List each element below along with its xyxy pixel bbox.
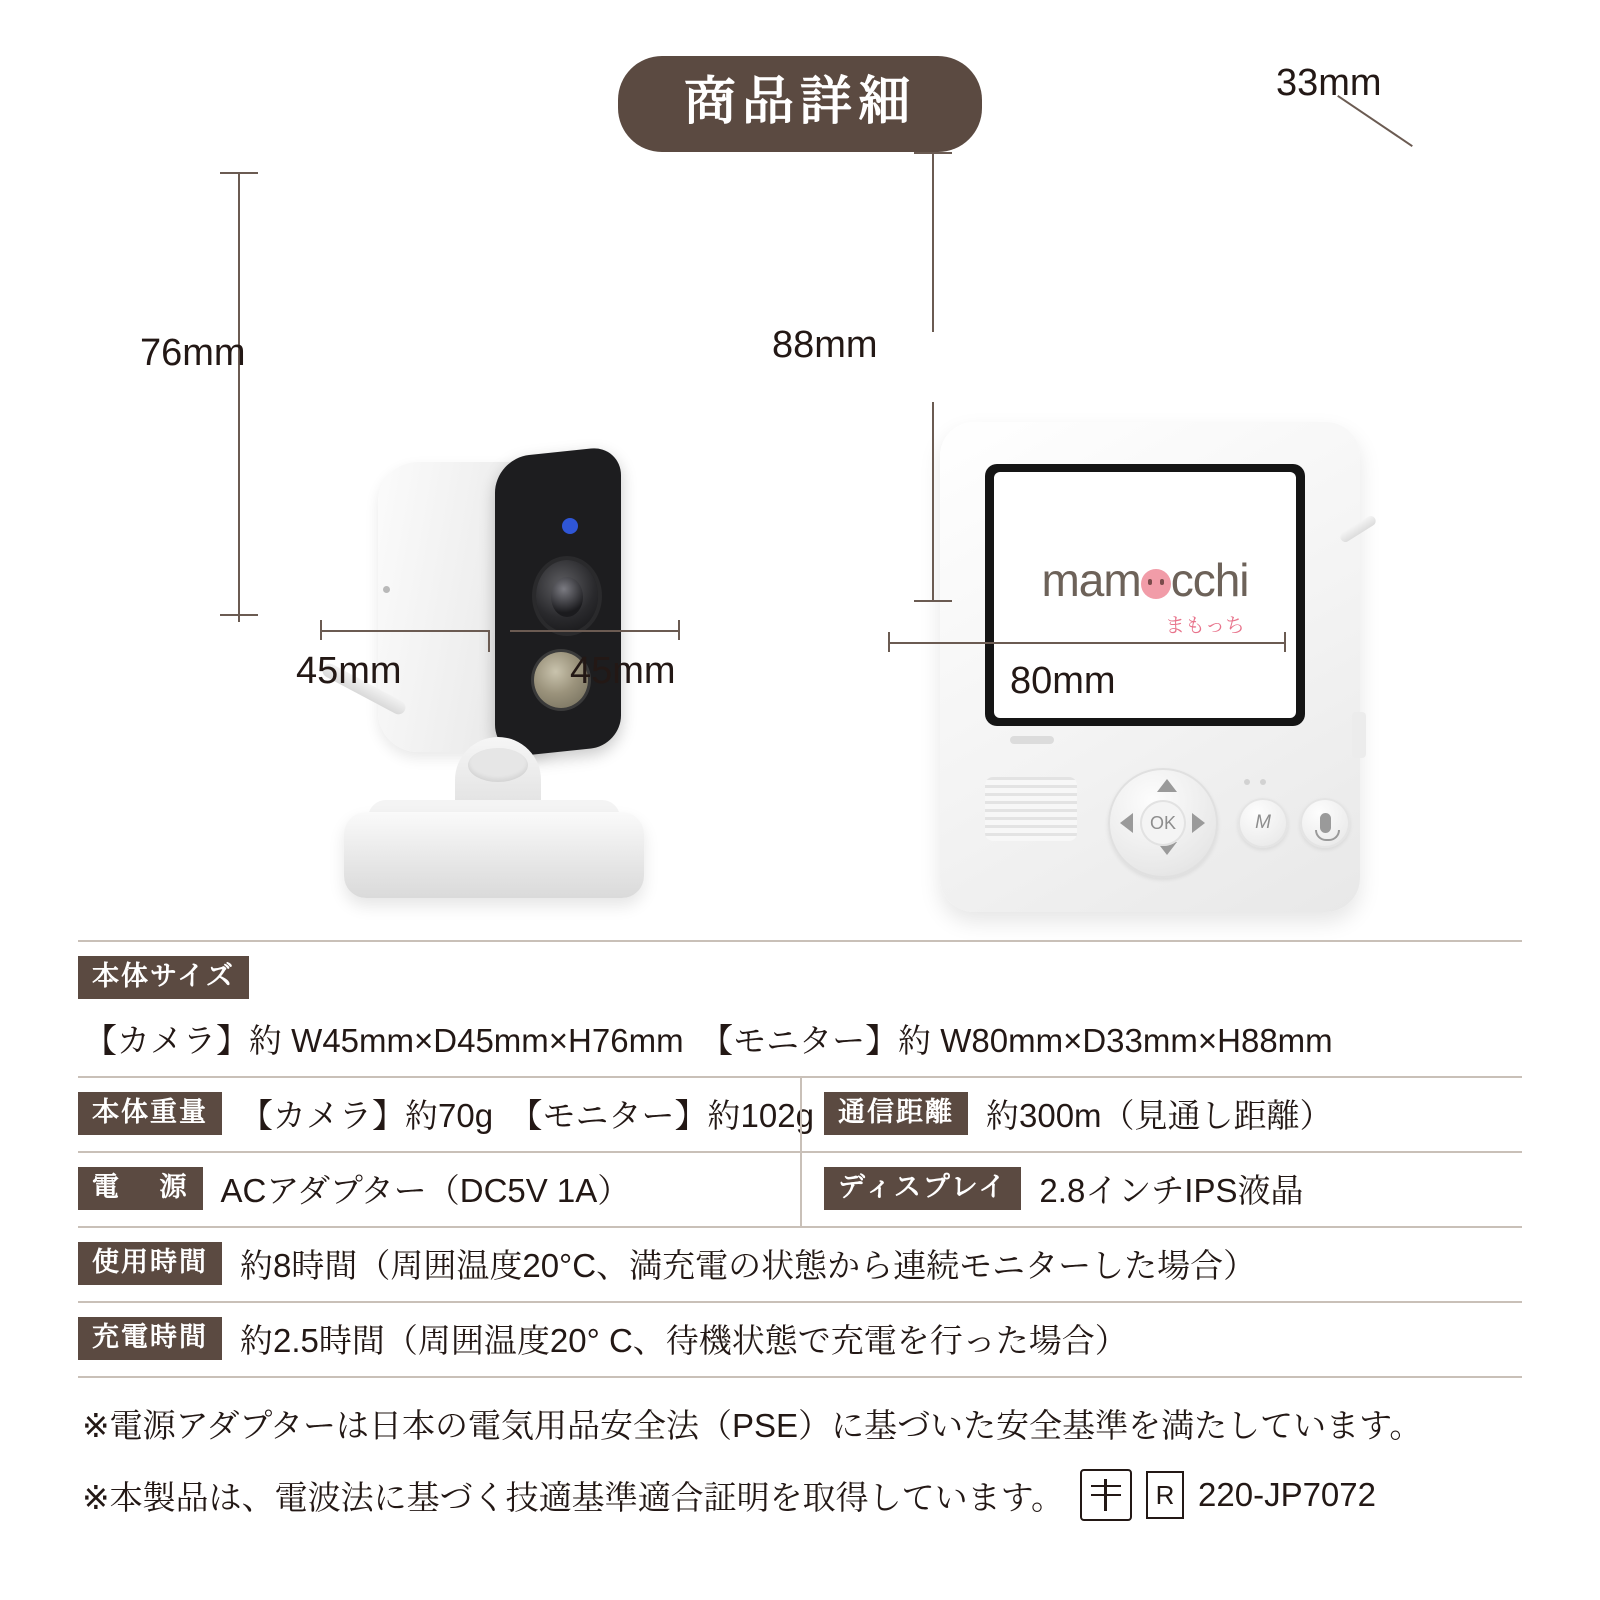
spec-table	[78, 940, 1522, 1527]
spec-label-power: 電 源	[78, 1167, 203, 1210]
giteki-mark-icon	[1080, 1469, 1132, 1521]
camera-width-tick-right	[488, 630, 490, 652]
monitor-width-tick-right	[1284, 632, 1286, 652]
spec-row-size	[78, 942, 1522, 1076]
brand-logo	[1041, 553, 1248, 607]
monitor-height-tick-bottom	[914, 600, 952, 602]
brand-logo-text-1: mam	[1041, 553, 1141, 606]
spec-label-display: ディスプレイ	[824, 1167, 1021, 1210]
spec-row-usetime	[78, 1228, 1522, 1301]
monitor-width-label: 80mm	[1010, 660, 1116, 702]
note-pse: ※電源アダプターは日本の電気用品安全法（PSE）に基づいた安全基準を満たしています。	[82, 1407, 1423, 1444]
spec-row-chargetime	[78, 1303, 1522, 1376]
mic-button[interactable]	[1300, 798, 1350, 848]
spec-row-power-display	[78, 1153, 1522, 1226]
camera-depth-label: 45mm	[570, 650, 676, 692]
menu-button[interactable]: M	[1238, 798, 1288, 848]
camera-height-tick-bottom	[220, 614, 258, 616]
spec-row-weight-range	[78, 1078, 1522, 1151]
monitor-light-sensor	[1010, 736, 1054, 744]
camera-side-dot	[383, 586, 390, 593]
certification-marks	[1080, 1469, 1376, 1521]
r-mark-icon: R	[1146, 1471, 1184, 1519]
spec-value-display: 2.8インチIPS液晶	[1039, 1172, 1304, 1209]
ok-button[interactable]: OK	[1140, 800, 1186, 846]
monitor-height-label: 88mm	[772, 324, 878, 366]
monitor-height-tick-top	[914, 152, 952, 154]
brand-logo-sub: まもっち	[1165, 614, 1245, 637]
camera-depth-tick-right	[678, 620, 680, 640]
spec-value-power: ACアダプター（DC5V 1A）	[220, 1172, 631, 1209]
dpad-up-icon[interactable]	[1157, 779, 1177, 792]
camera-status-led-icon	[562, 518, 578, 534]
camera-width-label: 45mm	[296, 650, 402, 692]
spec-label-weight: 本体重量	[78, 1092, 222, 1135]
camera-lens-inner	[551, 577, 583, 617]
spec-value-size: 【カメラ】約 W45mm×D45mm×H76mm 【モニター】約 W80mm×D33mm×H88mm	[84, 1022, 1333, 1059]
spec-divider	[78, 1376, 1522, 1378]
monitor-led-indicators	[1244, 772, 1286, 780]
spec-value-weight: 【カメラ】約70g 【モニター】約102g	[240, 1097, 814, 1134]
camera-base	[344, 812, 644, 898]
camera-neck-ring	[468, 748, 528, 782]
camera-height-label: 76mm	[140, 332, 246, 374]
monitor-speaker-grille	[985, 777, 1077, 841]
page-title: 商品詳細	[618, 56, 982, 152]
microphone-icon	[1320, 813, 1331, 833]
monitor-side-button[interactable]	[1352, 712, 1366, 758]
camera-width-guide	[320, 630, 490, 632]
monitor-width-tick-left	[888, 632, 890, 652]
certification-number: 220-JP7072	[1198, 1476, 1376, 1513]
notes-section	[78, 1384, 1522, 1527]
spec-label-size: 本体サイズ	[78, 956, 249, 999]
spec-label-chargetime: 充電時間	[78, 1317, 222, 1360]
monitor-depth-label: 33mm	[1276, 62, 1382, 104]
camera-height-tick-top	[220, 172, 258, 174]
spec-label-usetime: 使用時間	[78, 1242, 222, 1285]
dpad-left-icon[interactable]	[1120, 813, 1133, 833]
monitor-height-guide-upper	[932, 152, 934, 332]
spec-value-range: 約300m（見通し距離）	[986, 1097, 1333, 1134]
monitor-width-guide	[888, 642, 1286, 644]
spec-label-range: 通信距離	[824, 1092, 968, 1135]
monitor-height-guide-lower	[932, 402, 934, 602]
dpad-right-icon[interactable]	[1192, 813, 1205, 833]
note-giteki	[78, 1453, 1522, 1527]
camera-width-tick-left	[320, 620, 322, 640]
spec-value-usetime: 約8時間（周囲温度20°C、満充電の状態から連続モニターした場合）	[240, 1247, 1257, 1284]
camera-height-guide-lower	[238, 417, 240, 617]
note-giteki-text: ※本製品は、電波法に基づく技適基準適合証明を取得しています。	[82, 1478, 1065, 1516]
spec-value-chargetime: 約2.5時間（周囲温度20° C、待機状態で充電を行った場合）	[240, 1322, 1128, 1359]
brand-logo-text-2: cchi	[1170, 553, 1249, 606]
camera-depth-guide	[510, 630, 680, 632]
smiley-face-icon	[1141, 569, 1171, 599]
